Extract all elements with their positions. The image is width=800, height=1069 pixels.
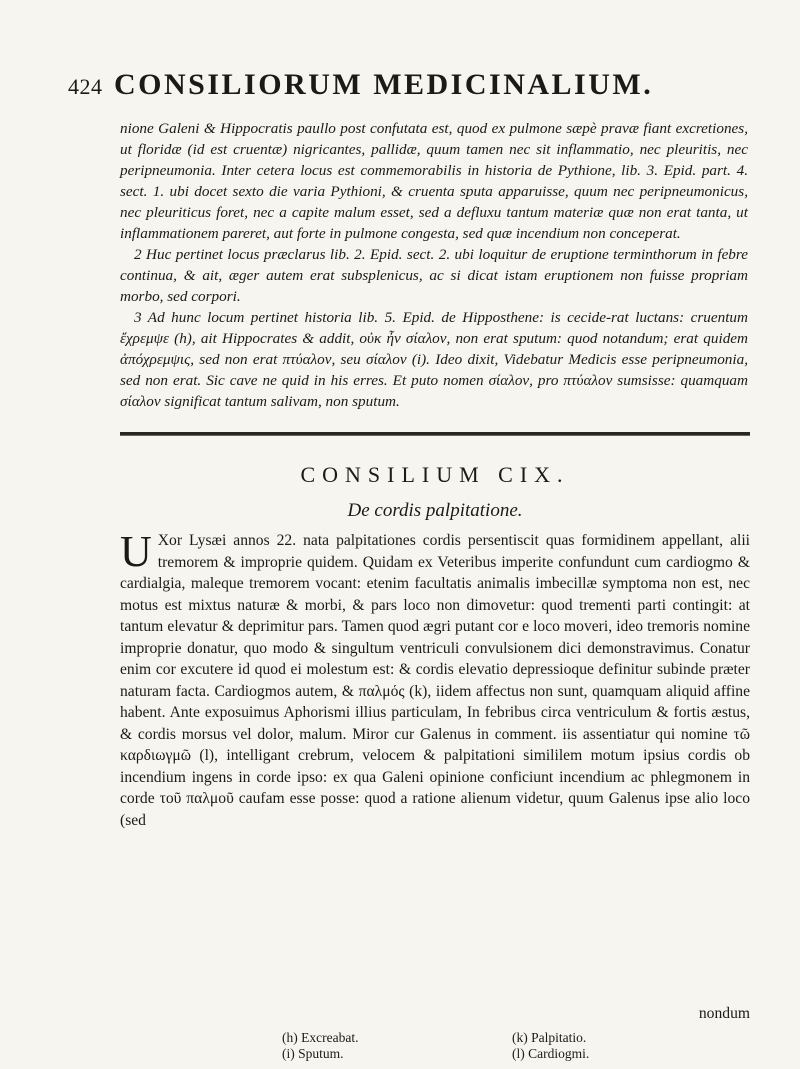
- running-title: CONSILIORUM MEDICINALIUM.: [114, 68, 654, 101]
- paragraph: 2 Huc pertinet locus præclarus lib. 2. Epid. sect. 2. ubi loquitur de eruptione terminthorum in febre continua, & ait, æger autem erat subsplenicus, ac si dicat istam eruptionem non fuisse propriam morbo, sed corpori.: [120, 246, 748, 305]
- consilium-body: [120, 527, 750, 831]
- footnote-text: Sputum.: [298, 1046, 344, 1061]
- paragraph: nione Galeni & Hippocratis paullo post confutata est, quod ex pulmone sæpè pravæ fiant excretiones, ut floridæ (id est cruentæ) nigricantes, pallidæ, quum tamen nec sit inflammatio, nec pleuritis, nec peripneumonia. Inter cetera locus est commemorabilis in historia de Pythione, lib. 3. Epid. part. 4. sect. 1. ubi docet sexto die varia Pythioni, & cruenta sputa apparuisse, quum nec peripneumonicus, nec pleuriticus foret, nec a capite malum esset, sed a defluxu tantum materiæ quæ non erat tanta, ut inflammationem pareret, aut forte in pulmone congesta, sed quæ incendium non conceperat.: [120, 120, 748, 242]
- footnote-text: Excreabat.: [301, 1030, 359, 1045]
- footnote: [512, 1046, 589, 1061]
- footnote-text: Cardiogmi.: [528, 1046, 590, 1061]
- page-number: 424: [68, 74, 103, 99]
- footnote: [512, 1030, 586, 1045]
- consilium-heading: CONSILIUM CIX.: [300, 462, 570, 487]
- footnote-text: Palpitatio.: [531, 1030, 587, 1045]
- footnote: [282, 1030, 358, 1045]
- footnote-mark: (k): [512, 1030, 528, 1045]
- page-header: [68, 68, 748, 114]
- paragraph: 3 Ad hunc locum pertinet historia lib. 5. Epid. de Hipposthene: is cecide-rat luctans: cruentum ἔχρεμψε (h), ait Hippocrates & addit, οὐκ ἦν σίαλον, non erat sputum: quod notandum; erat quidem ἀπόχρεμψις, sed non erat πτύαλον, seu σίαλον (i). Ideo dixit, Videbatur Medicis esse peripneumonia, sed non erat. Sic cave ne quid in his erres. Et puto nomen σίαλον, pro πτύαλον sumsisse: quamquam σίαλον significat tantum salivam, non sputum.: [120, 309, 748, 410]
- footnote-mark: (l): [512, 1046, 525, 1061]
- body-paragraph: Xor Lysæi annos 22. nata palpitationes cordis persentiscit quas formidinem appellant, alii tremorem & improprie quidem. Quidam ex Veteribus imperite confundunt cum cardiogmo & cardialgia, maleque tremorem vocant: etenim facultatis animalis imbecillæ symptoma non est, nec motus est mixtus naturæ & morbi, & pars loco non dimovetur: quod trementi parti contingit: at tantum elevatur & deprimitur pars. Tamen quod ægri putant cor e loco moveri, ideo tremoris nomine improprie donatur, quo modo & singultum ventriculi convulsionem dici demonstravimus. Conatur enim cor excutere id quod ei molestum est: & cordis elevatio depressioque definitur subinde præter naturam facta. Cardiogmos autem, & παλμός (k), iidem affectus non sunt, quamquam aliquid affine habent. Ante exposuimus Aphorismi illius particulam, In febribus circa ventriculum & fortis æstus, & cordis morsus vel dolor, malum. Miror cur Galenus in comment. iis assentiatur qui nomine τῶ καρδιωγμῶ (l), intelligant crebrum, velocem & palpitationi simililem motum ipsius cordis ob incendium ingens in corde ipso: ex qua Galeni opinione conficiunt incendium ac phlegmonem in corde τοῦ παλμοῦ caufam esse posse: quod a ratione alienum videtur, quum Galenus ipse alio loco (sed: [120, 532, 750, 829]
- footnote-mark: (i): [282, 1046, 295, 1061]
- footnote-mark: (h): [282, 1030, 298, 1045]
- section-divider: [120, 432, 750, 436]
- drop-cap: U: [120, 527, 152, 576]
- consilium-subtitle: De cordis palpitatione.: [347, 500, 523, 521]
- catchword: nondum: [698, 1005, 750, 1022]
- previous-consilium-text: [120, 118, 748, 412]
- footnote: [282, 1046, 344, 1061]
